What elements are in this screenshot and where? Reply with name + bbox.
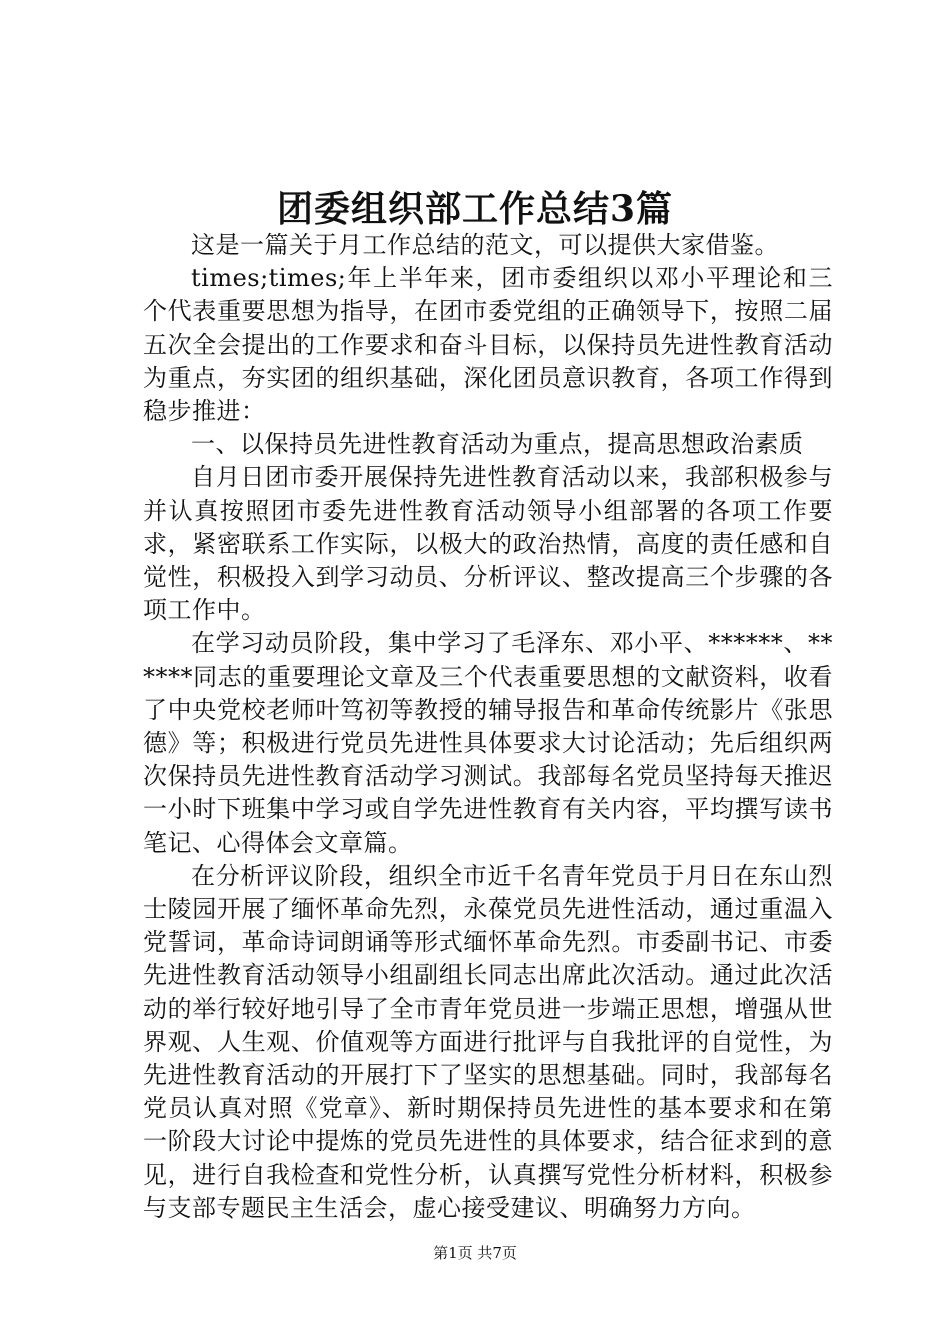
paragraph-participation: 自月日团市委开展保持先进性教育活动以来，我部积极参与并认真按照团市委先进性教育活动领导小组部署的各项工作要求，紧密联系工作实际，以极大的政治热情，高度的责任感和自觉性，积极投入到学习动员、分析评议、整改提高三个步骤的各项工作中。 bbox=[143, 463, 833, 625]
document-body bbox=[143, 229, 833, 1225]
paragraph-overview: times;times;年上半年来，团市委组织以邓小平理论和三个代表重要思想为指导，在团市委党组的正确领导下，按照二届五次全会提出的工作要求和奋斗目标，以保持员先进性教育活动为重点，夯实团的组织基础，深化团员意识教育，各项工作得到稳步推进： bbox=[143, 264, 833, 426]
document-title: 团委组织部工作总结3篇 bbox=[276, 188, 674, 230]
section-heading: 一、以保持员先进性教育活动为重点，提高思想政治素质 bbox=[191, 430, 804, 459]
page-number: 第1页 共7页 bbox=[433, 1244, 517, 1262]
paragraph-study-stage: 在学习动员阶段，集中学习了毛泽东、邓小平、******、******同志的重要理论文章及三个代表重要思想的文献资料，收看了中央党校老师叶笃初等教授的辅导报告和革命传统影片《张思德》等；积极进行党员先进性具体要求大讨论活动；先后组织两次保持员先进性教育活动学习测试。我部每名党员坚持每天推迟一小时下班集中学习或自学先进性教育有关内容，平均撰写读书笔记、心得体会文章篇。 bbox=[143, 629, 833, 857]
paragraph-review-stage: 在分析评议阶段，组织全市近千名青年党员于月日在东山烈士陵园开展了缅怀革命先烈，永葆党员先进性活动，通过重温入党誓词，革命诗词朗诵等形式缅怀革命先烈。市委副书记、市委先进性教育活动领导小组副组长同志出席此次活动。通过此次活动的举行较好地引导了全市青年党员进一步端正思想，增强从世界观、人生观、价值观等方面进行批评与自我批评的自觉性，为先进性教育活动的开展打下了坚实的思想基础。同时，我部每名党员认真对照《党章》、新时期保持员先进性的基本要求和在第一阶段大讨论中提炼的党员先进性的具体要求，结合征求到的意见，进行自我检查和党性分析，认真撰写党性分析材料，积极参与支部专题民主生活会，虚心接受建议、明确努力方向。 bbox=[143, 861, 833, 1222]
paragraph-intro: 这是一篇关于月工作总结的范文，可以提供大家借鉴。 bbox=[191, 231, 779, 259]
